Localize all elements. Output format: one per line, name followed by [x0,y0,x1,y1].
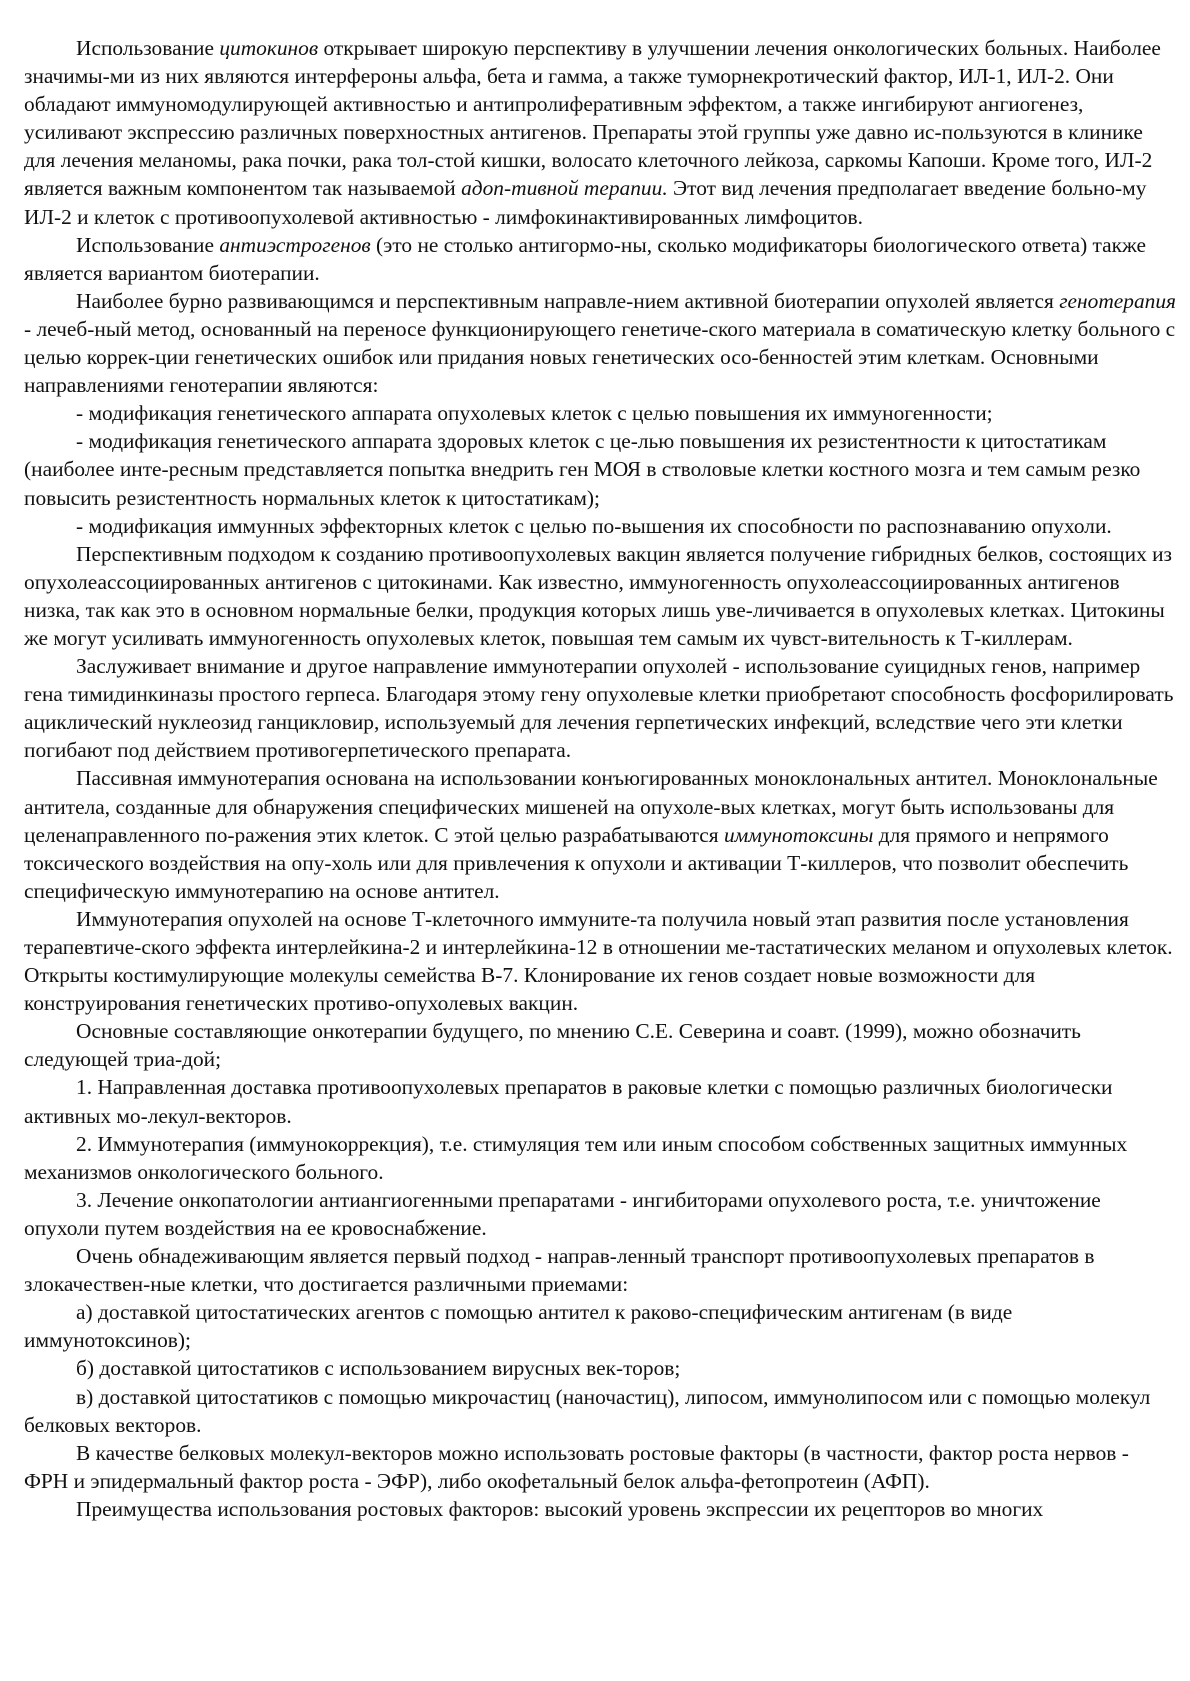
italic-term: цитокинов [219,36,319,60]
list-item: б) доставкой цитостатиков с использованием вирусных век-торов; [76,1356,681,1381]
paragraph: В качестве белковых молекул-векторов можно использовать ростовые факторы (в частности, фактор роста нервов - ФРН и эпидермальный фактор роста - ЭФР), либо окофетальный белок альфа-фетопротеин (АФП). [24,1440,1129,1493]
paragraph: Заслуживает внимание и другое направление иммунотерапии опухолей - использование суицидных генов, например гена тимидинкиназы простого герпеса. Благодаря этому гену опухолевые клетки приобретают способность фосфорилировать ациклический нуклеозид ганцикловир, используемый для лечения герпетических инфекций, вследствие чего эти клетки погибают под действием противогерпетического препарата. [24,654,1174,763]
list-item: а) доставкой цитостатических агентов с помощью антител к раково-специфическим антигенам (в виде иммунотоксинов); [24,1300,1013,1353]
list-item: - модификация генетического аппарата опухолевых клеток с целью повышения их иммуногенности; [76,401,993,426]
italic-term: генотерапия - [24,288,1177,341]
italic-term: адоп-тивной терапии. [461,176,668,201]
list-item: - модификация генетического аппарата здоровых клеток с це-лью повышения их резистентности к цитостатикам (наиболее инте-ресным представляется попытка внедрить ген МОЯ в стволовые клетки костного мозга и тем самым резко повысить резистентность нормальных клеток к цитостатикам); [24,429,1141,510]
paragraph: Иммунотерапия опухолей на основе Т-клеточного иммуните-та получила новый этап развития после установления терапевтиче-ского эффекта интерлейкина-2 и интерлейкина-12 в отношении ме-тастатических меланом и опухолевых клеток. Открыты костимулирующие молекулы семейства В-7. Клонирование их генов создает новые возможности для конструирования генетических противо-опухолевых вакцин. [24,906,1173,1016]
paragraph: Использование антиэстрогенов (это не столько антигормо-ны, сколько модификаторы биологического ответа) также является вариантом биотерапии. [24,232,1147,285]
list-item: 2. Иммунотерапия (иммунокоррекция), т.е. стимуляция тем или иным способом собственных защитных иммунных механизмов онкологического больного. [24,1131,1128,1184]
paragraph: Использование цитокинов открывает широкую перспективу в улучшении лечения онкологических больных. Наиболее значимы-ми из них являются интерфероны альфа, бета и гамма, а также туморнекротический фактор, ИЛ-1, ИЛ-2. Они обладают иммуномодулирующей активностью и антипролиферативным эффектом, а также ингибируют ангиогенез, усиливают экспрессию различных поверхностных антигенов. Препараты этой группы уже давно ис-пользуются в клинике для лечения меланомы, рака почки, рака тол-стой кишки, волосато клеточного лейкоза, саркомы Капоши. Кроме того, ИЛ-2 является важным компонентом так называемой адоп-тивной терапии. Этот вид лечения предполагает введение больно-му ИЛ-2 и клеток с противоопухолевой активностью - лимфокинактивированных лимфоцитов. [24,36,1161,229]
italic-term: иммунотоксины [723,822,874,847]
list-item: - модификация иммунных эффекторных клеток с целью по-вышения их способности по распознаванию опухоли. [76,513,1112,538]
paragraph: Пассивная иммунотерапия основана на использовании конъюгированных моноклональных антител. Моноклональные антитела, созданные для обнаружения специфических мишеней на опухоле-вых клетках, могут быть использованы для целенаправленного по-ражения этих клеток. С этой целью разрабатываются иммунотоксины для прямого и непрямого токсического воздействия на опу-холь или для привлечения к опухоли и активации Т-киллеров, что позволит обеспечить специфическую иммунотерапию на основе антител. [24,766,1158,903]
list-item: в) доставкой цитостатиков с помощью микрочастиц (наночастиц), липосом, иммунолипосом или с помощью молекул белковых векторов. [24,1384,1151,1437]
paragraph: Перспективным подходом к созданию противоопухолевых вакцин является получение гибридных белков, состоящих из опухолеассоциированных антигенов с цитокинами. Как известно, иммуногенность опухолеассоциированных антигенов низка, так как это в основном нормальные белки, продукция которых лишь уве-личивается в опухолевых клетках. Цитокины же могут усиливать иммуногенность опухолевых клеток, повышая тем самым их чувст-вительность к Т-киллерам. [24,541,1173,650]
paragraph: Очень обнадеживающим является первый подход - направ-ленный транспорт противоопухолевых препаратов в злокачествен-ные клетки, что достигается различными приемами: [24,1244,1095,1297]
paragraph: Наиболее бурно развивающимся и перспективным направле-нием активной биотерапии опухолей является генотерапия - лечеб-ный метод, основанный на переносе функционирующего генетиче-ского материала в соматическую клетку больного с целью коррек-ции генетических ошибок или придания новых генетических осо-бенностей этим клеткам. Основными направлениями генотерапии являются: [24,288,1177,398]
paragraph: Преимущества использования ростовых факторов: высокий уровень экспрессии их рецепторов во многих [76,1496,1044,1521]
list-item: 1. Направленная доставка противоопухолевых препаратов в раковые клетки с помощью различных биологически активных мо-лекул-векторов. [24,1075,1113,1128]
paragraph: Основные составляющие онкотерапии будущего, по мнению С.Е. Северина и соавт. (1999), можно обозначить следующей триа-дой; [24,1019,1081,1072]
list-item: 3. Лечение онкопатологии антиангиогенными препаратами - ингибиторами опухолевого роста, т.е. уничтожение опухоли путем воздействия на ее кровоснабжение. [24,1187,1101,1240]
italic-term: антиэстрогенов [219,232,371,257]
